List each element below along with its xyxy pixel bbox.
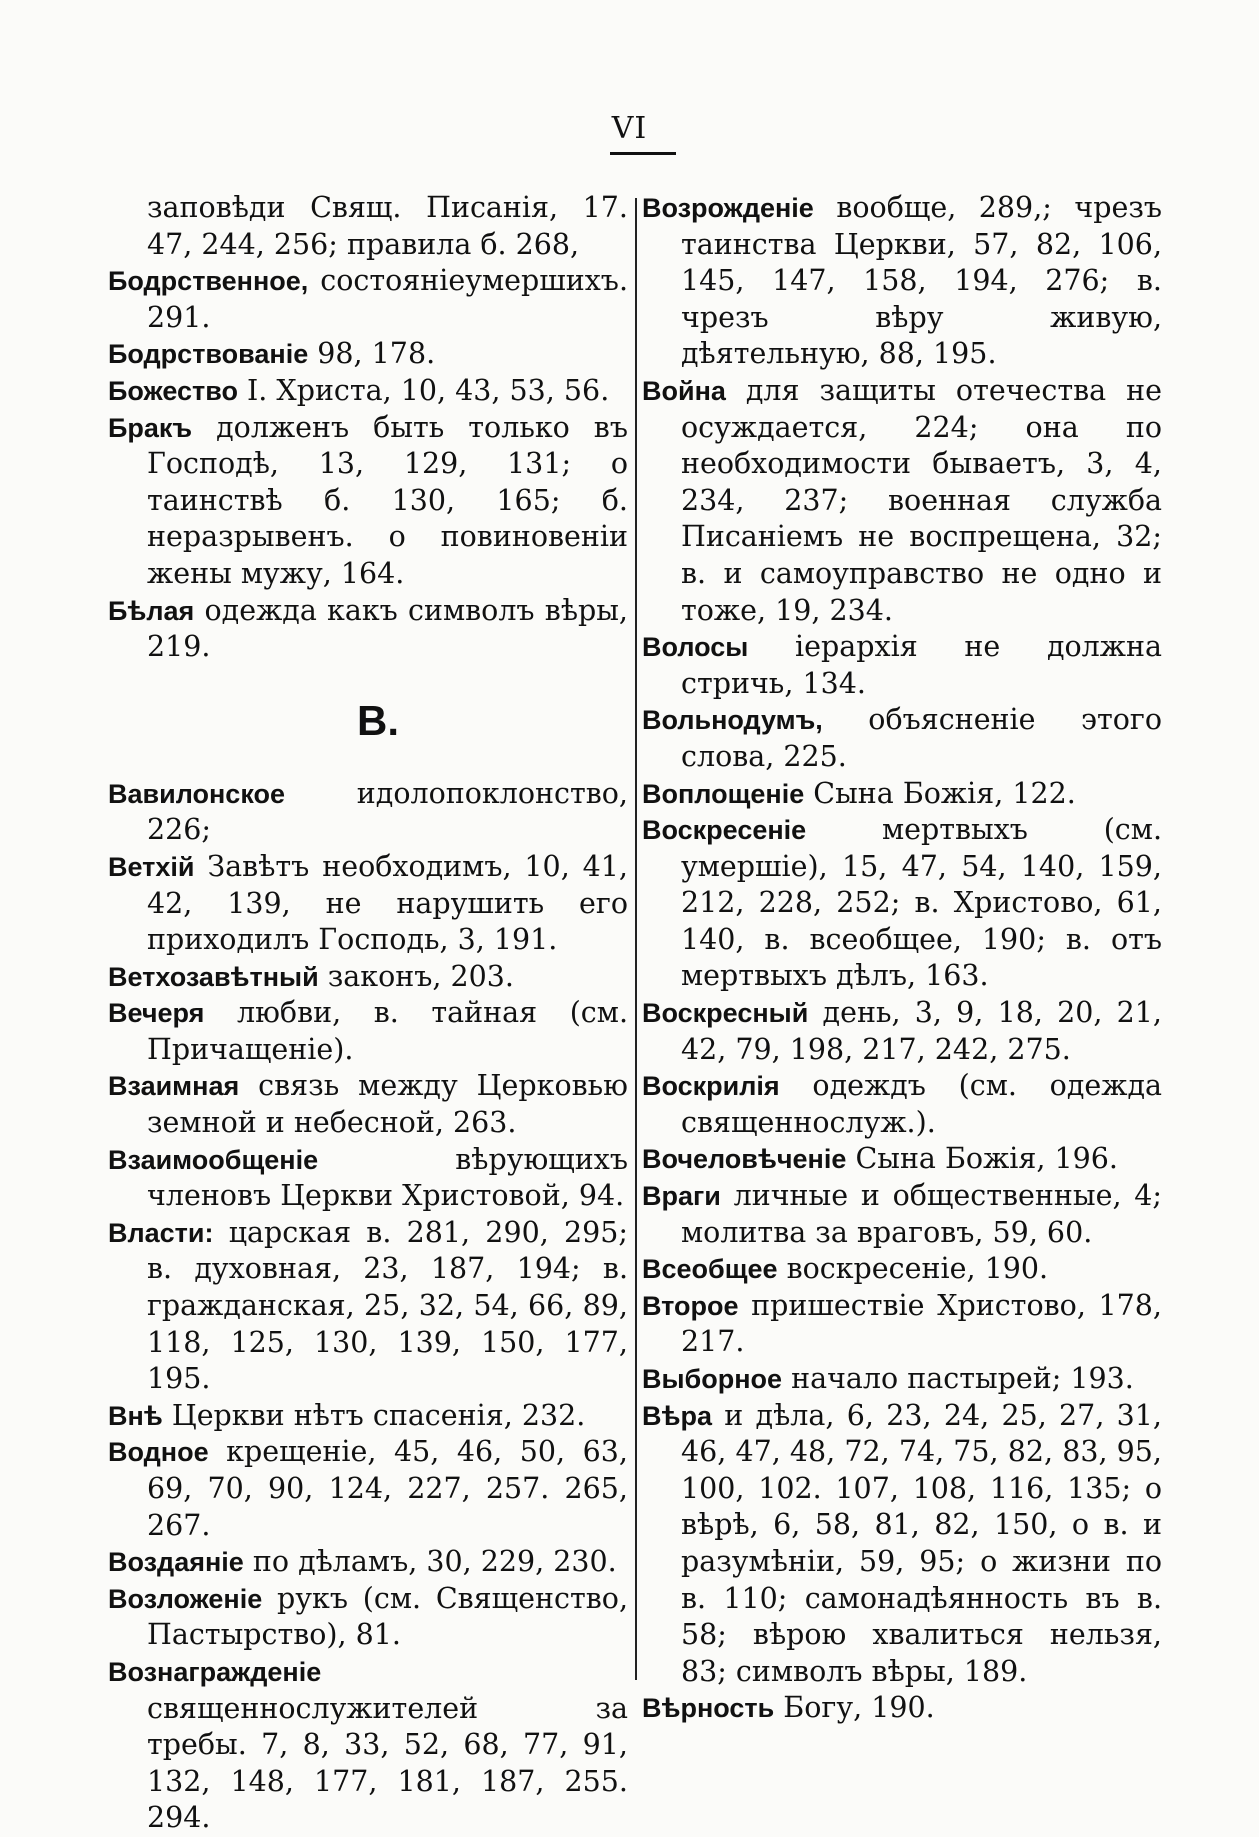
index-entry: Взаимная связь между Церковью земной и небесной, 263.: [108, 1069, 628, 1140]
index-entry: заповѣди Свящ. Писанія, 17. 47, 244, 256; правила б. 268,: [147, 191, 628, 261]
index-entry: Вочеловѣченіе Сына Божія, 196.: [642, 1142, 1118, 1176]
section-letter-heading: В.: [357, 696, 399, 744]
page-number: VI: [611, 111, 648, 146]
index-entry: Взаимообщеніе вѣрующихъ членовъ Церкви Христовой, 94.: [108, 1142, 628, 1213]
page-number-rule: [610, 152, 676, 155]
index-entry: Бѣлая одежда какъ символъ вѣры, 219.: [108, 593, 628, 664]
index-entry: Возложеніе рукъ (см. Священство, Пастырство), 81.: [108, 1581, 628, 1652]
index-entry: Ветхозавѣтный законъ, 203.: [108, 959, 514, 993]
index-entry: Власти: царская в. 281, 290, 295; в. духовная, 23, 187, 194; в. гражданская, 25, 32, 54, 66, 89, 118, 125, 130, 139, 150, 177, 195.: [108, 1215, 628, 1396]
index-entry: Воплощеніе Сына Божія, 122.: [642, 776, 1076, 810]
index-entry: Воскрилія одеждъ (см. одежда священнослуж.).: [642, 1069, 1162, 1139]
index-entry: Внѣ Церкви нѣтъ спасенія, 232.: [108, 1398, 586, 1432]
index-entry: Водное крещеніе, 45, 46, 50, 63, 69, 70, 90, 124, 227, 257. 265, 267.: [108, 1435, 628, 1542]
index-entry: Вавилонское идолопоклонство, 226;: [108, 776, 628, 847]
right-column: [642, 190, 1162, 1727]
index-entry: Воскресный день, 3, 9, 18, 20, 21, 42, 79, 198, 217, 242, 275.: [642, 996, 1162, 1066]
index-entry: Возрожденіе вообще, 289,; чрезъ таинства Церкви, 57, 82, 106, 145, 147, 158, 194, 276; в. чрезъ вѣру живую, дѣятельную, 88, 195.: [642, 191, 1162, 371]
index-entry: Ветхій Завѣтъ необходимъ, 10, 41, 42, 139, не нарушить его приходилъ Господь, 3, 191.: [108, 849, 628, 957]
index-entry: Бодрствованіе 98, 178.: [108, 337, 436, 371]
index-entry: Вѣра и дѣла, 6, 23, 24, 25, 27, 31, 46, 47, 48, 72, 74, 75, 82, 83, 95, 100, 102. 107, 108, 116, 135; о вѣрѣ, 6, 58, 81, 82, 150, о в. и разумѣніи, 59, 95; о жизни по в. 110; самонадѣянность въ в. 58; вѣрою хвалиться нельзя, 83; символъ вѣры, 189.: [642, 1398, 1162, 1688]
index-entry: Вечеря любви, в. тайная (см. Причащеніе).: [108, 996, 628, 1066]
index-entry: Воскресеніе мертвыхъ (см. умершіе), 15, 47, 54, 140, 159, 212, 228, 252; в. Христово, 61, 140, в. всеобщее, 190; в. отъ мертвыхъ дѣлъ, 163.: [642, 813, 1162, 993]
index-entry: Выборное начало пастырей; 193.: [642, 1362, 1134, 1395]
index-entry: Бракъ долженъ быть только въ Господѣ, 13, 129, 131; о таинствѣ б. 130, 165; б. неразрывенъ. о повиновеніи жены мужу, 164.: [108, 410, 628, 590]
index-entry: Божество І. Христа, 10, 43, 53, 56.: [108, 373, 610, 407]
column-divider: [635, 198, 637, 1680]
index-entry: Война для защиты отечества не осуждается, 224; она по необходимости бываетъ, 3, 4, 234, 237; военная служба Писаніемъ не воспрещена, 32; в. и самоуправство не одно и тоже, 19, 234.: [642, 373, 1162, 627]
index-entry: Враги личные и общественные, 4; молитва за враговъ, 59, 60.: [642, 1179, 1162, 1249]
index-entry: Вѣрность Богу, 190.: [642, 1691, 935, 1725]
index-entry: Бодрственное, состояніеумершихъ. 291.: [108, 264, 628, 334]
index-entry: Воздаяніе по дѣламъ, 30, 229, 230.: [108, 1545, 617, 1579]
index-entry: Второе пришествіе Христово, 178, 217.: [642, 1288, 1162, 1359]
index-entry: Вознагражденіе священнослужителей за требы. 7, 8, 33, 52, 68, 77, 91, 132, 148, 177, 181, 187, 255. 294.: [108, 1656, 628, 1835]
index-entry: Волосы іерархія не должна стричь, 134.: [642, 630, 1162, 700]
index-entry: Всеобщее воскресеніе, 190.: [642, 1252, 1049, 1286]
index-entry: Вольнодумъ, объясненіе этого слова, 225.: [642, 703, 1162, 773]
left-column: [108, 190, 628, 1837]
